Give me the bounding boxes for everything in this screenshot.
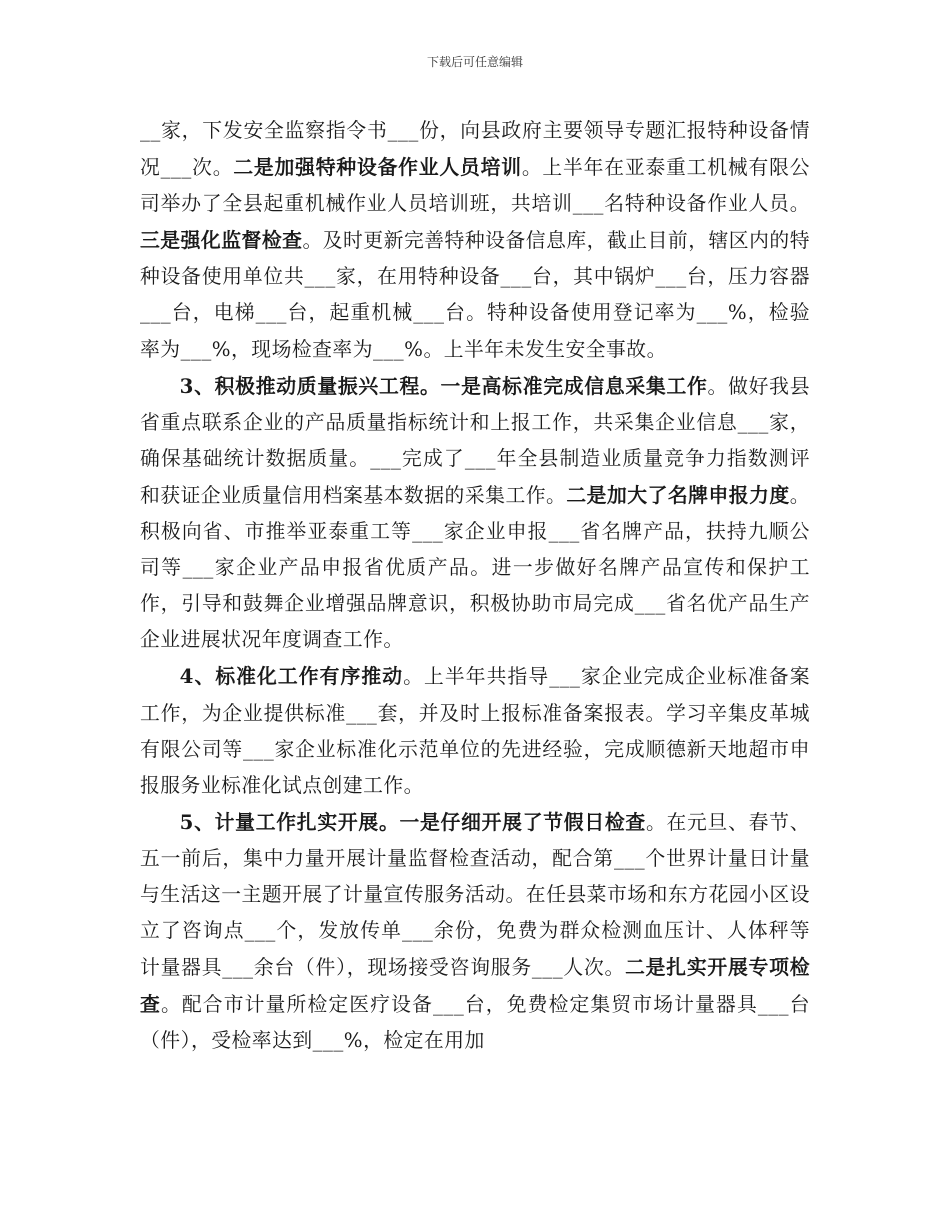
body-text: 。配合市计量所检定医疗设备___台，免费检定集贸市场计量器具___台（件），受检率达到___%，检定在用加 (140, 993, 810, 1053)
paragraph (140, 368, 810, 659)
body-text: 。上半年在亚泰重工机械有限公司举办了全县起重机械作业人员培训班，共培训___名特种设备作业人员。 (140, 156, 810, 216)
document-body (140, 113, 810, 1059)
bold-heading-text: 5、计量工作扎实开展。一是仔细开展了节假日检查 (179, 809, 646, 834)
bold-heading-text: 三是强化监督检查 (140, 228, 303, 253)
body-text: 。做好我县省重点联系企业的产品质量指标统计和上报工作，共采集企业信息___家，确保基础统计数据质量。___完成了___年全县制造业质量竞争力指数测评和获证企业质量信用档案基本数据的采集工作。 (140, 374, 810, 507)
paragraph (140, 804, 810, 1060)
body-text: 。在元旦、春节、五一前后，集中力量开展计量监督检查活动，配合第___个世界计量日计量与生活这一主题开展了计量宣传服务活动。在任县菜市场和东方花园小区设立了咨询点___个，发放传单___余份，免费为群众检测血压计、人体秤等计量器具___余台（件），现场接受咨询服务___人次。 (140, 810, 810, 980)
paragraph (140, 658, 810, 803)
page-header: 下载后可任意编辑 (426, 55, 523, 69)
body-text: 。上半年共指导___家企业完成企业标准备案工作，为企业提供标准___套，并及时上报标准备案报表。学习辛集皮革城有限公司等___家企业标准化示范单位的先进经验，完成顺德新天地超市申报服务业标准化试点创建工作。 (140, 665, 810, 797)
bold-heading-text: 二是加强特种设备作业人员培训 (233, 155, 522, 180)
body-text: __家，下发安全监察指令书___份，向县政府主要领导专题汇报特种设备情况___次。 (140, 119, 810, 180)
bold-heading-text: 二是加大了名牌申报力度 (566, 482, 790, 507)
body-text: 。及时更新完善特种设备信息库，截止目前，辖区内的特种设备使用单位共___家，在用特种设备___台，其中锅炉___台，压力容器___台，电梯___台，起重机械___台。特种设备使用登记率为___%，检验率为___%，现场检查率为___%。上半年未发生安全事故。 (140, 229, 810, 361)
body-text: 。积极向省、市推举亚泰重工等___家企业申报___省名牌产品，扶持九顺公司等___家企业产品申报省优质产品。进一步做好名牌产品宣传和保护工作，引导和鼓舞企业增强品牌意识，积极协助市局完成___省名优产品生产企业进展状况年度调查工作。 (140, 483, 810, 652)
bold-heading-text: 二是扎实开展专项检查 (140, 955, 810, 1017)
bold-heading-text: 3、积极推动质量振兴工程。一是高标准完成信息采集工作 (179, 373, 708, 398)
bold-heading-text: 4、标准化工作有序推动 (179, 664, 404, 689)
paragraph (140, 113, 810, 368)
